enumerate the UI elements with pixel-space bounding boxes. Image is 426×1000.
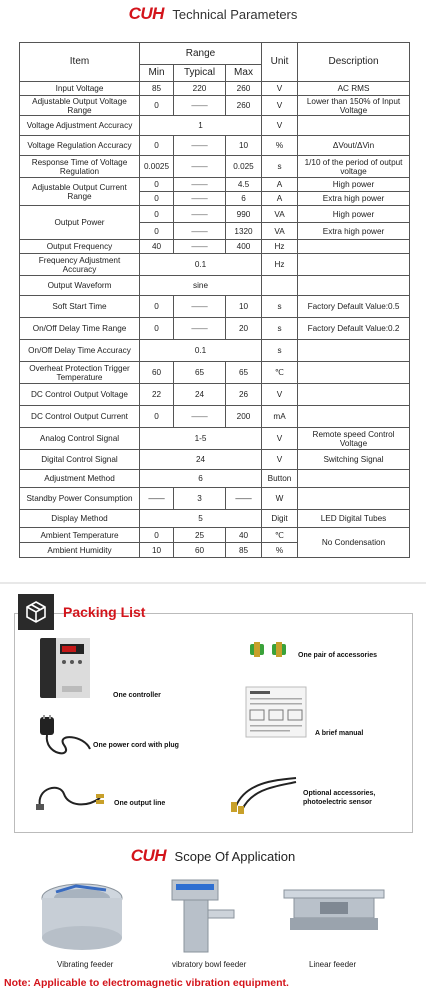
caption-controller: One controller [113, 692, 161, 699]
table-row: Frequency Adjustment Accuracy 0.1 Hz [20, 254, 410, 276]
table-row: Standby Power Consumption —— 3 —— W [20, 488, 410, 510]
cuh-logo: CUH [130, 846, 167, 865]
table-row: Ambient Humidity 10 60 85 % [20, 543, 410, 558]
packing-list-heading [18, 594, 145, 630]
section-title: Technical Parameters [172, 6, 298, 22]
application-note: Note: Applicable to electromagnetic vibration equipment. [4, 977, 289, 989]
table-row: Soft Start Time 0 —— 10 s Factory Default Value:0.5 [20, 296, 410, 318]
manual-image [245, 686, 307, 738]
table-row: On/Off Delay Time Range 0 —— 20 s Factory Default Value:0.2 [20, 318, 410, 340]
table-row: Ambient Temperature 0 25 40 ℃ No Condensation [20, 528, 410, 543]
packing-list-title: Packing List [63, 604, 146, 620]
table-row: Overheat Protection Trigger Temperature 60 65 65 ℃ [20, 362, 410, 384]
table-row: Output Power 0 —— 990 VA High power [20, 206, 410, 223]
accessories-image [246, 638, 292, 662]
caption-power-cord: One power cord with plug [93, 742, 179, 749]
table-row: Voltage Adjustment Accuracy 1 V [20, 116, 410, 136]
package-icon [18, 594, 54, 630]
caption-manual: A brief manual [315, 730, 364, 737]
col-range: Range [140, 43, 262, 65]
table-row: Analog Control Signal 1-5 V Remote speed Control Voltage [20, 428, 410, 450]
scope-heading [0, 846, 426, 872]
section-divider [0, 582, 426, 584]
table-row: DC Control Output Current 0 —— 200 mA [20, 406, 410, 428]
col-typical: Typical [174, 65, 226, 82]
table-row: Output Waveform sine [20, 276, 410, 296]
table-row: Output Frequency 40 —— 400 Hz [20, 240, 410, 254]
table-row: On/Off Delay Time Accuracy 0.1 s [20, 340, 410, 362]
linear-feeder-image [280, 876, 388, 956]
vibrating-feeder-image [36, 876, 128, 956]
col-description: Description [298, 43, 410, 82]
table-row: Response Time of Voltage Regulation 0.0025 —— 0.025 s 1/10 of the period of output voltage [20, 156, 410, 178]
table-row: Adjustable Output Current Range 0 —— 4.5 A High power [20, 178, 410, 192]
caption-vibrating-feeder: Vibrating feeder [57, 960, 114, 969]
caption-linear-feeder: Linear feeder [309, 960, 357, 969]
col-min: Min [140, 65, 174, 82]
table-row: Digital Control Signal 24 V Switching Signal [20, 450, 410, 470]
sensor-image [226, 772, 300, 814]
col-unit: Unit [262, 43, 298, 82]
bowl-feeder-image [166, 876, 240, 956]
table-row: Adjustment Method 6 Button [20, 470, 410, 488]
table-row: 0 —— 6 A Extra high power [20, 192, 410, 206]
table-row: Display Method 5 Digit LED Digital Tubes [20, 510, 410, 528]
caption-accessories: One pair of accessories [298, 652, 377, 659]
caption-bowl-feeder: vibratory bowl feeder [172, 960, 247, 969]
scope-title: Scope Of Application [174, 848, 296, 864]
cuh-logo: CUH [128, 4, 164, 23]
controller-image [34, 636, 100, 702]
parameters-table [19, 42, 410, 558]
col-item: Item [20, 43, 140, 82]
caption-output-line: One output line [114, 800, 166, 807]
table-row: Input Voltage 85 220 260 V AC RMS [20, 82, 410, 96]
caption-photoelectric: photoelectric sensor [303, 799, 372, 806]
output-line-image [34, 778, 106, 814]
table-row: 0 —— 1320 VA Extra high power [20, 223, 410, 240]
power-cord-image [34, 715, 94, 767]
caption-optional: Optional accessories, [303, 790, 376, 797]
table-row: Voltage Regulation Accuracy 0 —— 10 % ΔVout/ΔVin [20, 136, 410, 156]
col-max: Max [226, 65, 262, 82]
table-row: Adjustable Output Voltage Range 0 —— 260 V Lower than 150% of Input Voltage [20, 96, 410, 116]
technical-parameters-heading [0, 4, 426, 30]
table-row: DC Control Output Voltage 22 24 26 V [20, 384, 410, 406]
